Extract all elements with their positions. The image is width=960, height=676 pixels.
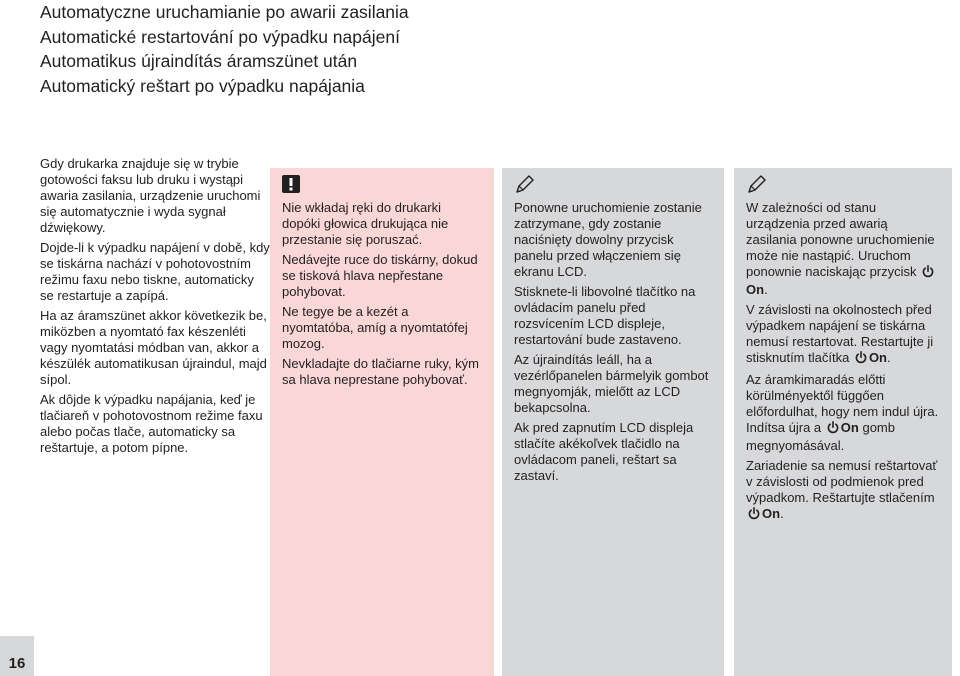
power-icon: [922, 265, 934, 282]
note1-slovak: Ak pred zapnutím LCD displeja stlačíte akékoľvek tlačidlo na ovládacom paneli, reštart sa zastaví.: [514, 420, 694, 483]
warning-czech: Nedávejte ruce do tiskárny, dokud se tisková hlava nepřestane pohybovat.: [282, 252, 478, 299]
warning-hungarian: Ne tegye be a kezét a nyomtatóba, amíg a nyomtatófej mozog.: [282, 304, 468, 351]
note2-hungarian: Az áramkimaradás előtti körülményektől függően előfordulhat, hogy nem indul újra. Indítsa újra a On gomb megnyomásával.: [746, 372, 939, 453]
body-paragraph-hungarian: Ha az áramszünet akkor következik be, miközben a nyomtató fax készenléti vagy nyomtatási módban van, akkor a készülék automatikusan újraindul, majd sípol.: [40, 308, 267, 387]
body-paragraph-polish: Gdy drukarka znajduje się w trybie gotowości faksu lub druku i wystąpi awaria zasilania, urządzenie uruchomi się automatycznie i wyda sygnał dźwiękowy.: [40, 156, 261, 235]
warning-panel: [270, 168, 494, 676]
warning-polish: Nie wkładaj ręki do drukarki dopóki głowica drukująca nie przestanie się poruszać.: [282, 200, 449, 247]
note-panel-restart-stop: [502, 168, 724, 676]
note-panel-no-restart: [734, 168, 952, 676]
note2-slovak: Zariadenie sa nemusí reštartovať v závislosti od podmienok pred výpadkom. Reštartujte stlačením On.: [746, 458, 940, 524]
body-paragraph-slovak: Ak dôjde k výpadku napájania, keď je tlačiareň v pohotovostnom režime faxu alebo počas tlače, automaticky sa reštartuje, a potom pípne.: [40, 392, 263, 455]
title-polish: Automatyczne uruchamianie po awarii zasilania: [40, 2, 409, 22]
note1-hungarian: Az újraindítás leáll, ha a vezérlőpanelen bármelyik gombot megnyomják, mielőtt az LCD bekapcsolna.: [514, 352, 709, 415]
title-hungarian: Automatikus újraindítás áramszünet után: [40, 51, 358, 71]
warning-slovak: Nevkladajte do tlačiarne ruky, kým sa hlava neprestane pohybovať.: [282, 356, 480, 387]
page-number-tab: [0, 636, 34, 676]
power-icon: [827, 421, 839, 438]
on-button-label: On: [762, 506, 781, 521]
page-titles: [40, 0, 409, 98]
body-paragraph-czech: Dojde-li k výpadku napájení v době, kdy se tiskárna nachází v pohotovostním režimu faxu nebo tiskne, automaticky se restartuje a zapípá.: [40, 240, 270, 303]
on-button-label: On: [746, 282, 765, 297]
title-slovak: Automatický reštart po výpadku napájania: [40, 75, 365, 96]
on-button-label: On: [840, 420, 859, 435]
page-number: 16: [8, 655, 26, 672]
important-icon: [282, 175, 300, 198]
power-icon: [748, 507, 760, 524]
note2-czech: V závislosti na okolnostech před výpadkem napájení se tiskárna nemusí restartovat. Restartujte ji stisknutím tlačítka On.: [746, 302, 940, 368]
body-column: [40, 156, 270, 460]
pencil-note-icon: [746, 175, 768, 200]
power-icon: [855, 351, 867, 368]
title-czech: Automatické restartování po výpadku napájení: [40, 26, 400, 47]
on-button-label: On: [868, 350, 887, 365]
note2-polish: W zależności od stanu urządzenia przed awarią zasilania ponowne uruchomienie może nie nastąpić. Uruchom ponownie naciskając przycisk On.: [746, 200, 935, 297]
pencil-note-icon: [514, 175, 536, 200]
note1-polish: Ponowne uruchomienie zostanie zatrzymane, gdy zostanie naciśnięty dowolny przycisk panelu przed włączeniem się ekranu LCD.: [514, 200, 702, 279]
note1-czech: Stisknete-li libovolné tlačítko na ovládacím panelu před rozsvícením LCD displeje, restartování bude zastaveno.: [514, 284, 696, 347]
